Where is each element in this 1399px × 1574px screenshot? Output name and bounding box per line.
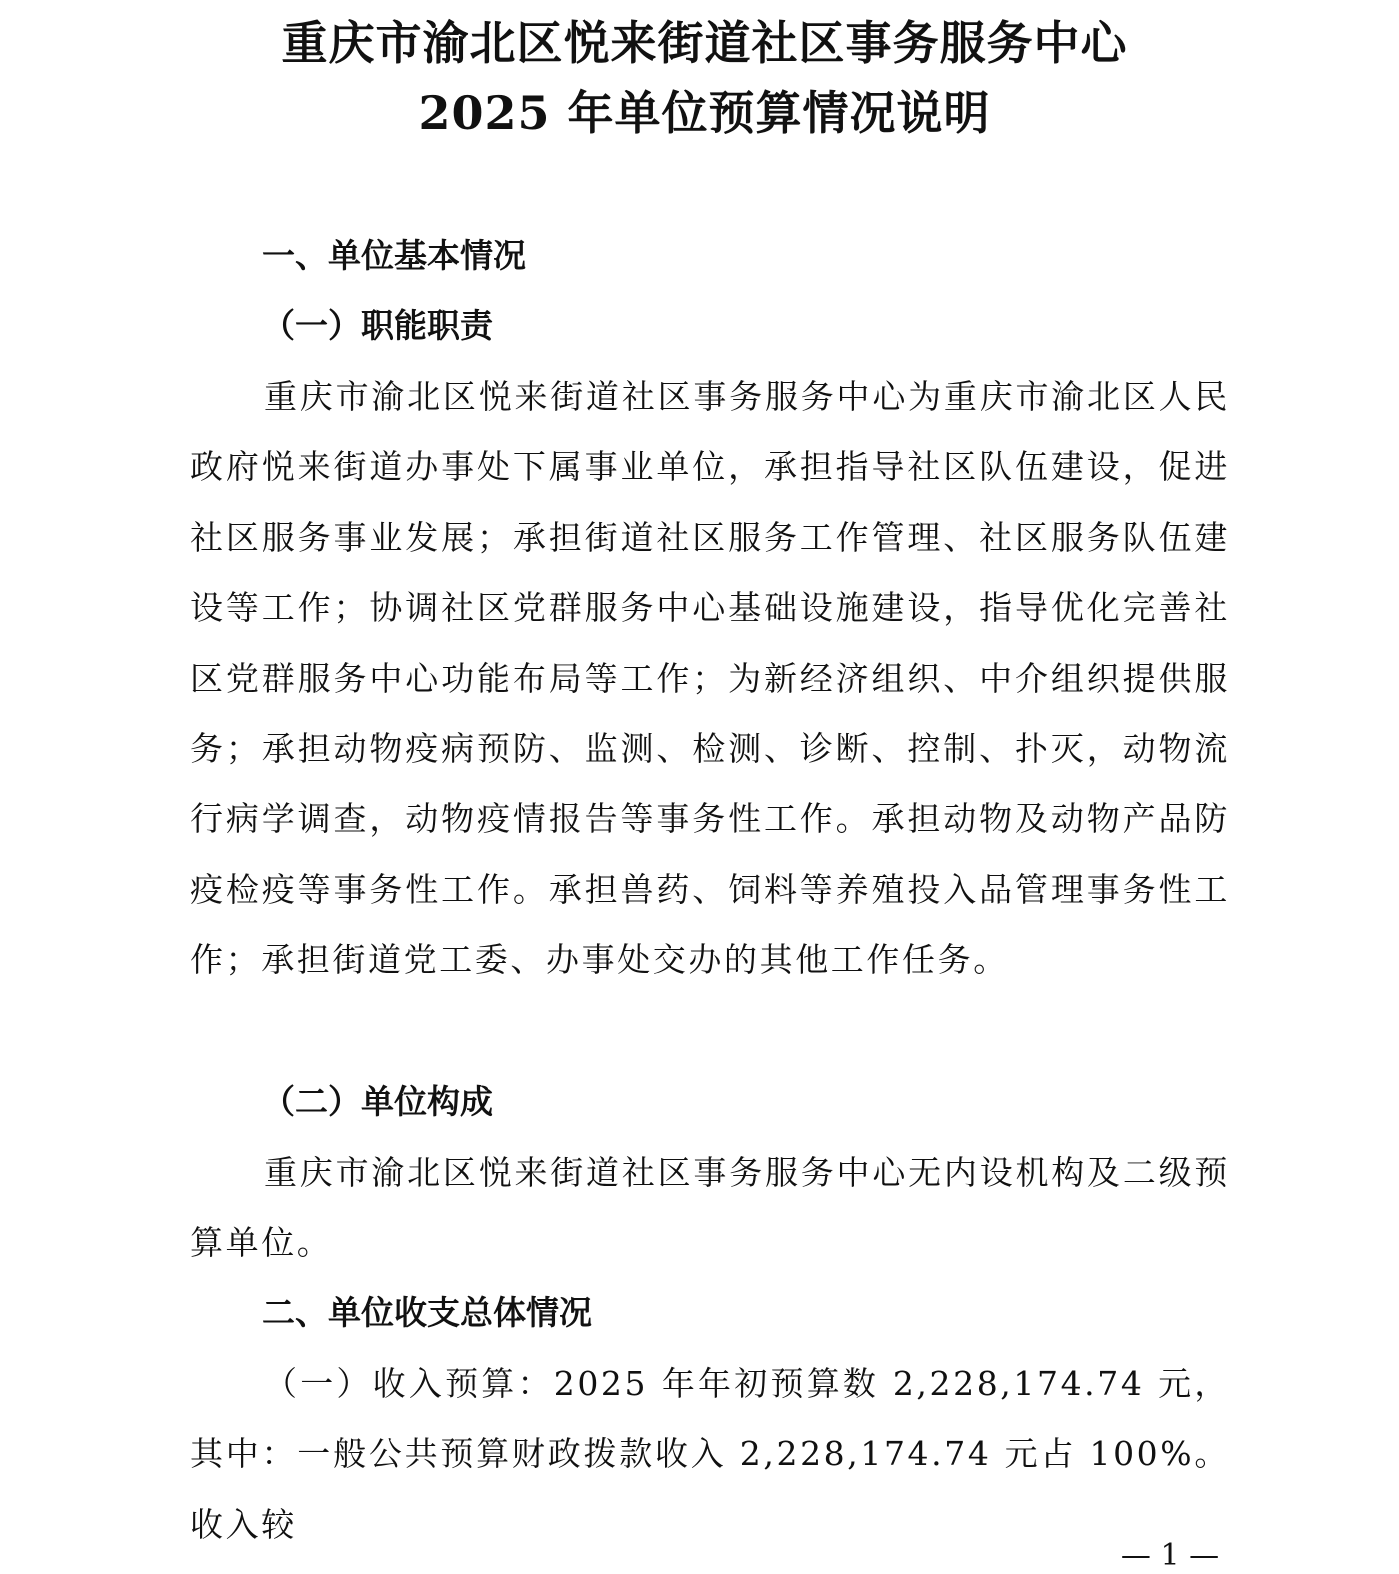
section1-sub1-paragraph: 重庆市渝北区悦来街道社区事务服务中心为重庆市渝北区人民政府悦来街道办事处下属事业单位，承担指导社区队伍建设，促进社区服务事业发展；承担街道社区服务工作管理、社区服务队伍建设等工作；协调社区党群服务中心基础设施建设，指导优化完善社区党群服务中心功能布局等工作；为新经济组织、中介组织提供服务；承担动物疫病预防、监测、检测、诊断、控制、扑灭，动物流行病学调查，动物疫情报告等事务性工作。承担动物及动物产品防疫检疫等事务性工作。承担兽药、饲料等养殖投入品管理事务性工作；承担街道党工委、办事处交办的其他工作任务。: [190, 377, 1230, 980]
section1-sub2-heading: （二）单位构成: [262, 1082, 493, 1121]
section2-sub1-paragraph: （一）收入预算：2025 年年初预算数 2,228,174.74 元，其中：一般公共预算财政拨款收入 2,228,174.74 元占 100%。收入较: [190, 1364, 1230, 1544]
section1-sub2-paragraph: 重庆市渝北区悦来街道社区事务服务中心无内设机构及二级预算单位。: [190, 1153, 1230, 1263]
section1-heading: 一、单位基本情况: [262, 236, 526, 275]
page-number: — 1 —: [1120, 1538, 1220, 1573]
document-title-line2: 2025 年单位预算情况说明: [418, 86, 991, 140]
section2-heading: 二、单位收支总体情况: [262, 1293, 592, 1332]
section1-sub1-heading: （一）职能职责: [262, 306, 493, 345]
document-title-line1: 重庆市渝北区悦来街道社区事务服务中心: [281, 16, 1128, 70]
